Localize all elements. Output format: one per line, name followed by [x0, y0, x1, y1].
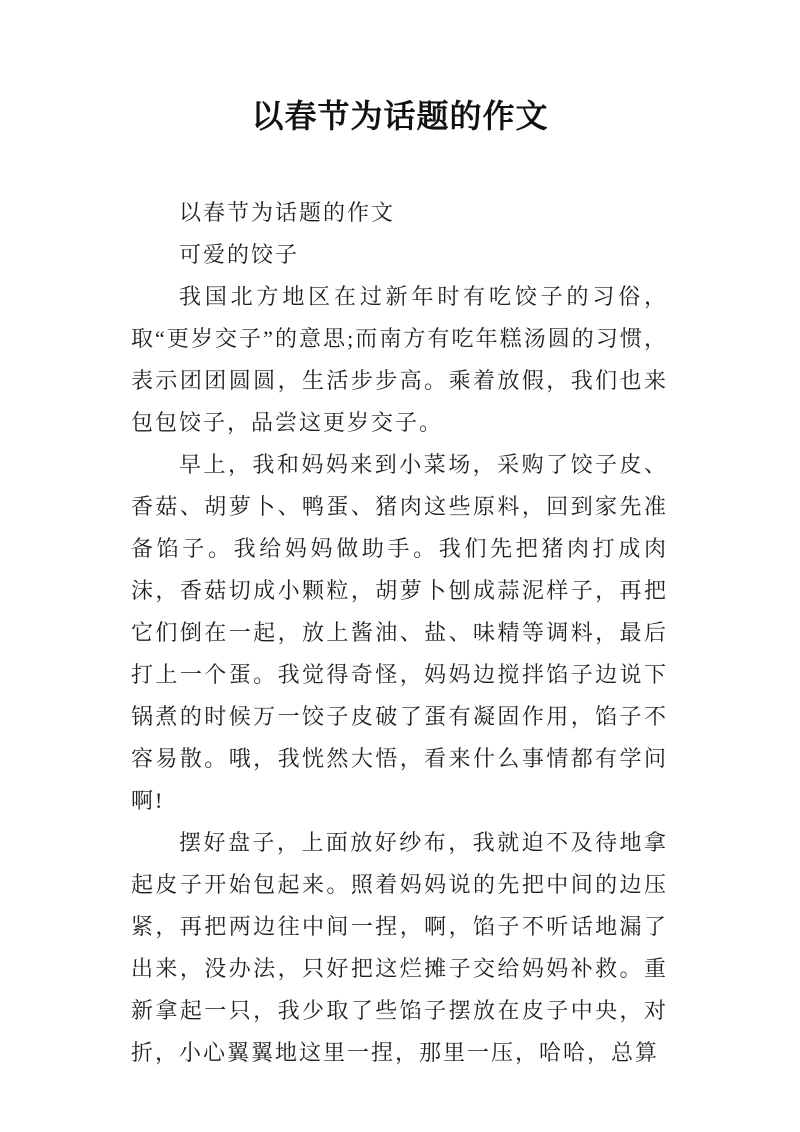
paragraph-heading: 可爱的饺子	[179, 242, 300, 267]
paragraph-wrapping-dumplings: 摆好盘子，上面放好纱布，我就迫不及待地拿起皮子开始包起来。照着妈妈说的先把中间的边压紧，再把两边往中间一捏，啊，馅子不听话地漏了出来，没办法，只好把这烂摊子交给妈妈补救。重新拿起一只，我少取了些馅子摆放在皮子中央，对折，小心翼翼地这里一捏，那里一压，哈哈，总算	[131, 830, 668, 1065]
paragraph-intro: 我国北方地区在过新年时有吃饺子的习俗，取“更岁交子”的意思;而南方有吃年糕汤圆的习惯，表示团团圆圆，生活步步高。乘着放假，我们也来包包饺子，品尝这更岁交子。	[131, 284, 668, 435]
document-body	[131, 192, 668, 1074]
paragraph-preparing-filling: 早上，我和妈妈来到小菜场，采购了饺子皮、香菇、胡萝卜、鸭蛋、猪肉这些原料，回到家先准备馅子。我给妈妈做助手。我们先把猪肉打成肉沫，香菇切成小颗粒，胡萝卜刨成蒜泥样子，再把它们倒在一起，放上酱油、盐、味精等调料，最后打上一个蛋。我觉得奇怪，妈妈边搅拌馅子边说下锅煮的时候万一饺子皮破了蛋有凝固作用，馅子不容易散。哦，我恍然大悟，看来什么事情都有学问啊!	[131, 452, 668, 813]
document-title: 以春节为话题的作文	[251, 98, 549, 134]
paragraph-subtitle: 以春节为话题的作文	[179, 200, 396, 225]
